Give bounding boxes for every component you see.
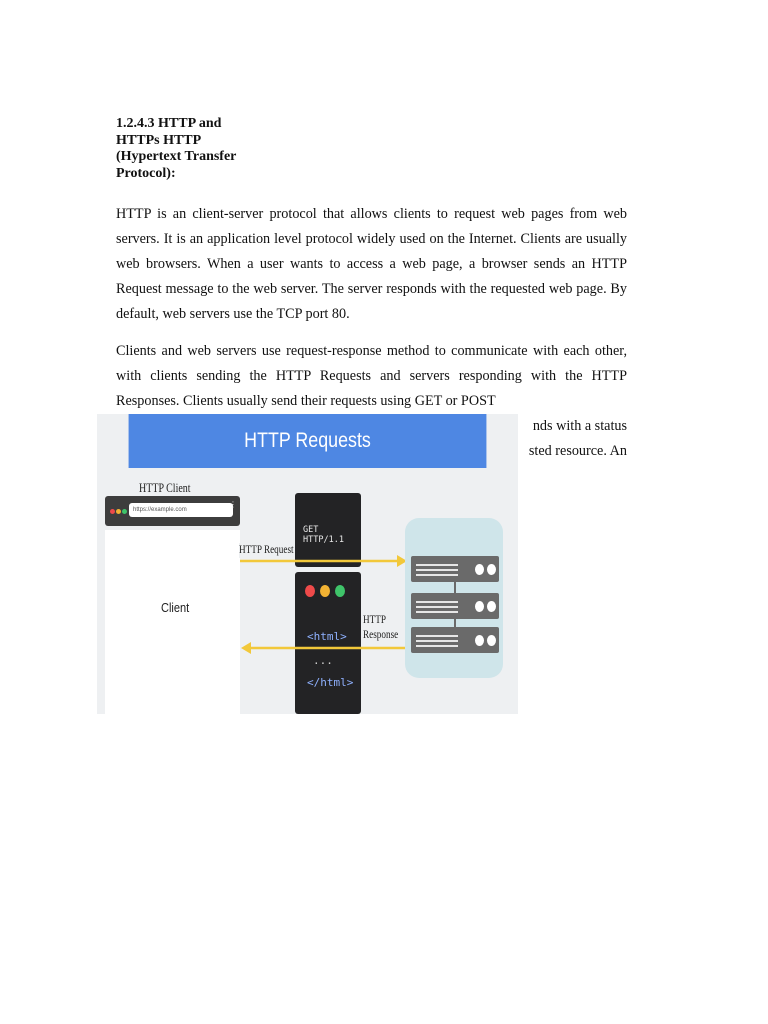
response-code-line-3: </html> [307,676,354,689]
http-client-label: HTTP Client [139,481,191,495]
http-request-label: HTTP Request [239,544,294,556]
http-response-label-line-1: HTTP [363,614,386,626]
heading-line-1: 1.2.4.3 HTTP and [116,116,222,131]
address-bar: https://example.com [129,503,233,517]
server-icon [411,627,499,653]
response-code-line-1: <html> [307,630,347,643]
http-response-label-line-2: Response [363,629,399,641]
section-heading [116,116,266,182]
figure-title: HTTP Requests [129,414,487,468]
http-response-label [363,613,398,643]
server-connector [454,582,456,593]
heading-line-4: Protocol): [116,165,176,181]
server-icon [411,556,499,582]
heading-line-3: (Hypertext Transfer [116,149,237,164]
paragraph-fragment-status: nds with a status [532,418,627,434]
request-code-text: GET HTTP/1.1 [303,525,344,545]
client-label: Client [161,600,190,615]
paragraph-request-response-text: Clients and web servers use request-response method to communicate with each other, with clients sending the HTTP Requests and servers responding with the HTTP Responses. Clients usually send their requests using GET or POST [116,343,627,409]
heading-line-2: HTTPs HTTP [116,132,202,148]
paragraph-fragment-resource: sted resource. An [528,443,627,459]
server-icon [411,593,499,619]
http-requests-figure [97,414,518,714]
response-arrow [241,642,405,654]
menu-dots-icon: ⋮ [229,500,237,509]
response-code-line-2: ... [313,654,333,667]
paragraph-http-intro: HTTP is an client-server protocol that allows clients to request web pages from web servers. It is an application level protocol widely used on the Internet. Clients are usually web browsers. When a user wants to access a web page, a browser sends an HTTP Request message to the web server. The server responds with the requested web page. By default, web servers use the TCP port 80. [116,206,627,322]
